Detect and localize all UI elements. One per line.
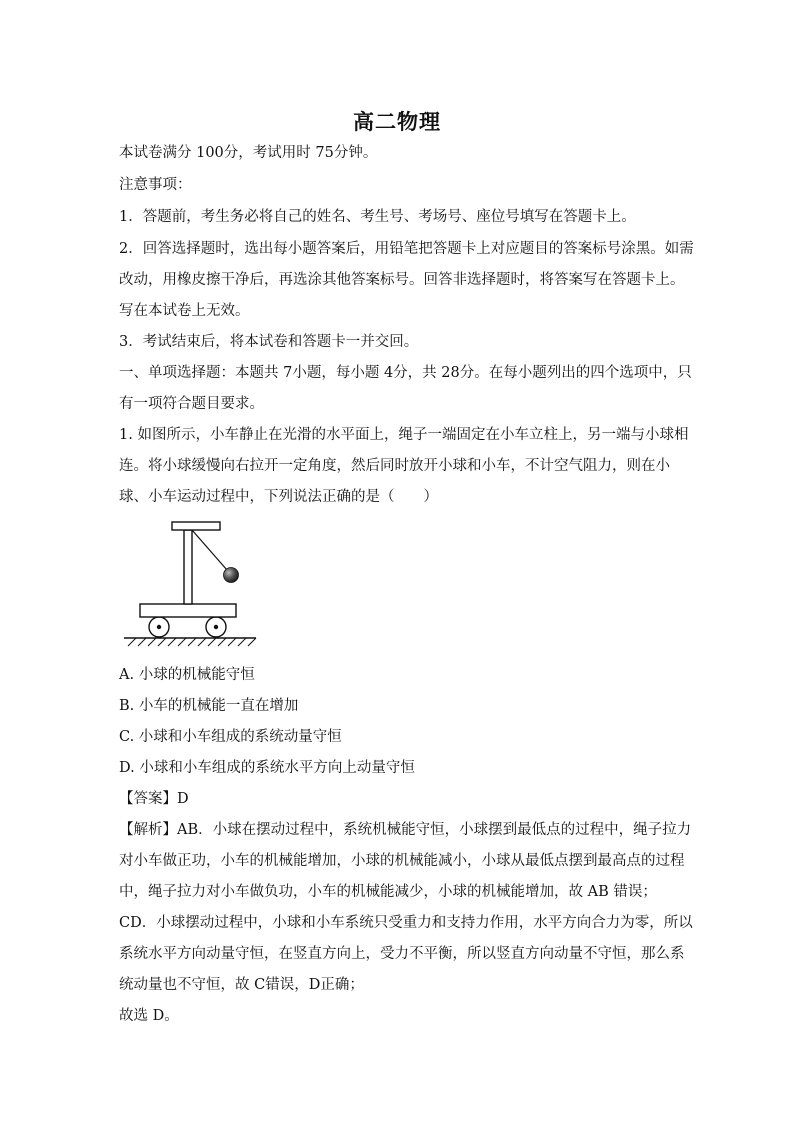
question-1-line-3: 球、小车运动过程中，下列说法正确的是（ ） [119, 489, 438, 505]
section-heading-line-2: 有一项符合题目要求。 [119, 396, 264, 412]
notice-item-2-line-1: 2．回答选择题时，选出每小题答案后，用铅笔把答题卡上对应题目的答案标号涂黑。如需 [119, 241, 694, 257]
option-a: A. 小球的机械能守恒 [119, 667, 255, 683]
option-c: C. 小球和小车组成的系统动量守恒 [119, 729, 342, 745]
notice-heading: 注意事项： [119, 177, 192, 193]
page-title: 高二物理 [353, 110, 441, 134]
conclusion-line: 故选 D。 [119, 1008, 179, 1024]
notice-item-2-line-2: 改动，用橡皮擦干净后，再选涂其他答案标号。回答非选择题时，将答案写在答题卡上。 [119, 272, 685, 288]
notice-item-1: 1．答题前，考生务必将自己的姓名、考生号、考场号、座位号填写在答题卡上。 [119, 209, 636, 225]
section-heading-line-1: 一、单项选择题：本题共 7小题，每小题 4分，共 28分。在每小题列出的四个选项中，只 [119, 365, 692, 381]
cart-pendulum-figure [120, 520, 260, 648]
analysis-line-4: CD．小球摆动过程中，小球和小车系统只受重力和支持力作用，水平方向合力为零，所以 [119, 915, 693, 931]
notice-item-3: 3．考试结束后，将本试卷和答题卡一并交回。 [119, 334, 419, 350]
question-1-line-2: 连。将小球缓慢向右拉开一定角度，然后同时放开小球和小车，不计空气阻力，则在小 [119, 458, 670, 474]
option-d: D. 小球和小车组成的系统水平方向上动量守恒 [119, 760, 415, 776]
analysis-line-6: 统动量也不守恒，故 C错误，D正确； [119, 977, 364, 993]
answer-line: 【答案】D [119, 791, 189, 807]
pillar-top-beam [172, 522, 220, 530]
analysis-line-1: 【解析】AB．小球在摆动过程中，系统机械能守恒，小球摆到最低点的过程中，绳子拉力 [119, 822, 692, 838]
notice-item-2-line-3: 写在本试卷上无效。 [119, 303, 250, 319]
analysis-line-2: 对小车做正功，小车的机械能增加，小球的机械能减小，小球从最低点摆到最高点的过程 [119, 853, 685, 869]
ground-hatching [128, 638, 256, 646]
analysis-line-3: 中，绳子拉力对小车做负功，小车的机械能减少，小球的机械能增加，故 AB 错误； [119, 884, 657, 900]
exam-intro: 本试卷满分 100分，考试用时 75分钟。 [119, 145, 378, 161]
question-1-line-1: 1. 如图所示，小车静止在光滑的水平面上，绳子一端固定在小车立柱上，另一端与小球相 [119, 427, 689, 443]
pendulum-string [192, 530, 227, 570]
pendulum-ball [224, 568, 239, 583]
cart-pillar [184, 530, 192, 604]
cart-body [140, 604, 236, 617]
option-b: B. 小车的机械能一直在增加 [119, 698, 299, 714]
analysis-line-5: 系统水平方向动量守恒，在竖直方向上，受力不平衡，所以竖直方向动量不守恒，那么系 [119, 946, 685, 962]
